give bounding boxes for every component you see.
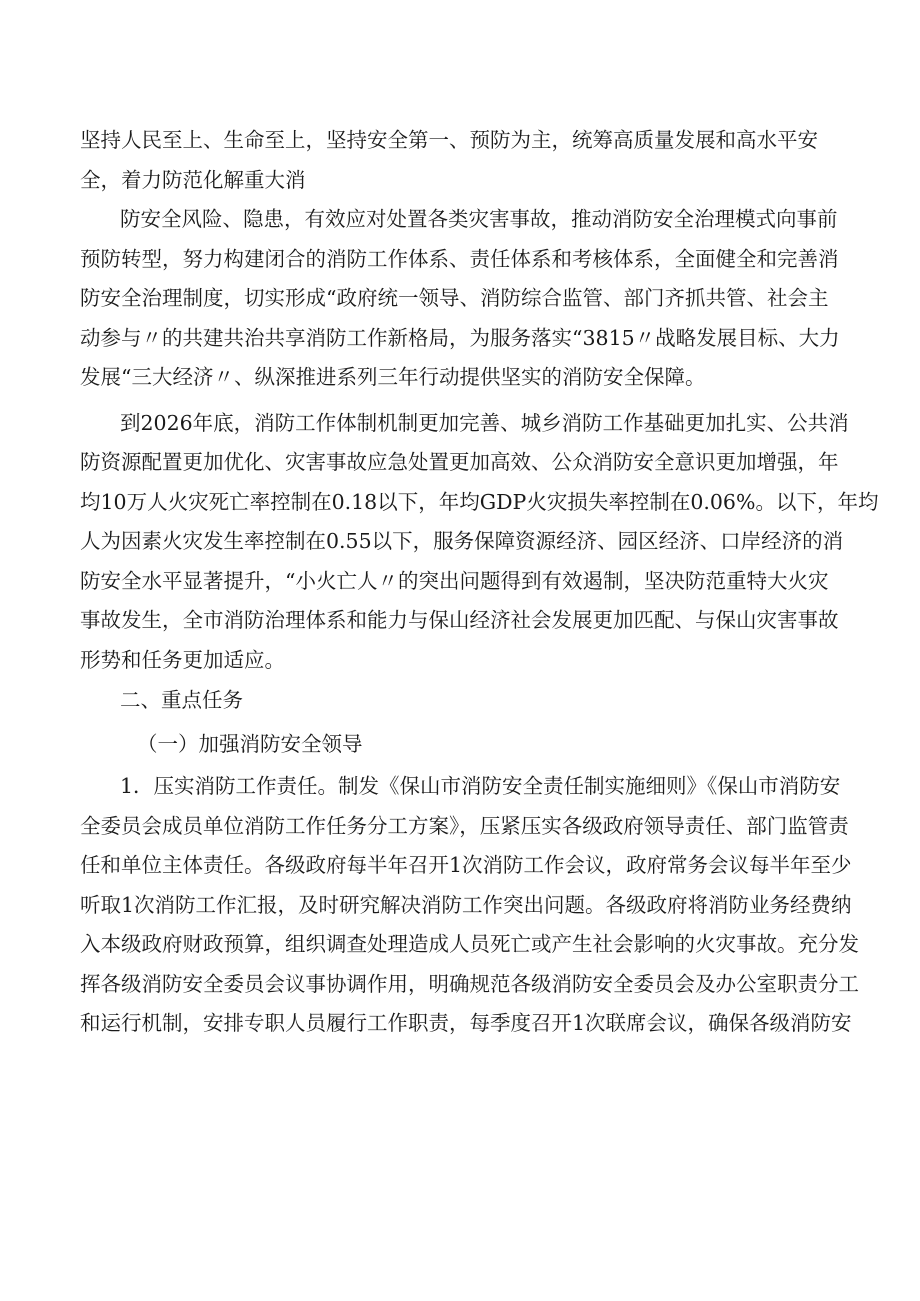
subsection-heading: （一）加强消防安全领导	[137, 731, 363, 756]
text-line: 发展“三大经济〃、纵深推进系列三年行动提供坚实的消防安全保障。	[80, 365, 706, 389]
text-line: 坚持人民至上、生命至上，坚持安全第一、预防为主，统筹高质量发展和高水平安	[80, 128, 818, 152]
text-line: 和运行机制，安排专职人员履行工作职责，每季度召开1次联席会议，确保各级消防安	[80, 1011, 852, 1035]
text-line: 防资源配置更加优化、灾害事故应急处置更加高效、公众消防安全意识更加增强，年	[80, 450, 839, 474]
text-line: 预防转型，努力构建闭合的消防工作体系、责任体系和考核体系，全面健全和完善消	[80, 246, 839, 271]
text-line: 全，着力防范化解重大消	[80, 167, 306, 192]
text-line: 人为因素火灾发生率控制在0.55以下，服务保障资源经济、园区经济、口岸经济的消	[80, 529, 844, 553]
text-line: 到2026年底，消防工作体制机制更加完善、城乡消防工作基础更加扎实、公共消	[120, 410, 849, 435]
text-line: 入本级政府财政预算，组织调查处理造成人员死亡或产生社会影响的火灾事故。充分发	[80, 932, 859, 956]
text-line: 均10万人火灾死亡率控制在0.18以下，年均GDP火灾损失率控制在0.06%。以下，年均	[80, 489, 879, 514]
text-line: 挥各级消防安全委员会议事协调作用，明确规范各级消防安全委员会及办公室职责分工	[80, 971, 859, 996]
paragraph-3	[80, 407, 879, 684]
text-line: 动参与〃的共建共治共享消防工作新格局，为服务落实“3815〃战略发展目标、大力	[80, 325, 840, 350]
document-body	[80, 124, 879, 1047]
task-paragraph	[80, 770, 859, 1047]
text-line: 任和单位主体责任。各级政府每半年召开1次消防工作会议，政府常务会议每半年至少	[80, 853, 852, 877]
text-line: 1．压实消防工作责任。制发《保山市消防安全责任制实施细则》《保山市消防安	[120, 774, 841, 798]
paragraph-2	[80, 203, 850, 401]
text-line: 全委员会成员单位消防工作任务分工方案》，压紧压实各级政府领导责任、部门监管责	[80, 813, 849, 838]
text-line: 防安全治理制度，切实形成“政府统一领导、消防综合监管、部门齐抓共管、社会主	[80, 286, 829, 310]
section-heading: 二、重点任务	[120, 688, 243, 712]
text-line: 事故发生，全市消防治理体系和能力与保山经济社会发展更加匹配、与保山灾害事故	[80, 608, 839, 632]
text-line: 防安全水平显著提升，“小火亡人〃的突出问题得到有效遏制，坚决防范重特大火灾	[80, 568, 829, 593]
text-line: 防安全风险、隐患，有效应对处置各类灾害事故，推动消防安全治理模式向事前	[120, 207, 838, 231]
paragraph-1	[80, 124, 850, 203]
text-line: 听取1次消防工作汇报，及时研究解决消防工作突出问题。各级政府将消防业务经费纳	[80, 892, 852, 917]
text-line: 形势和任务更加适应。	[80, 647, 285, 672]
